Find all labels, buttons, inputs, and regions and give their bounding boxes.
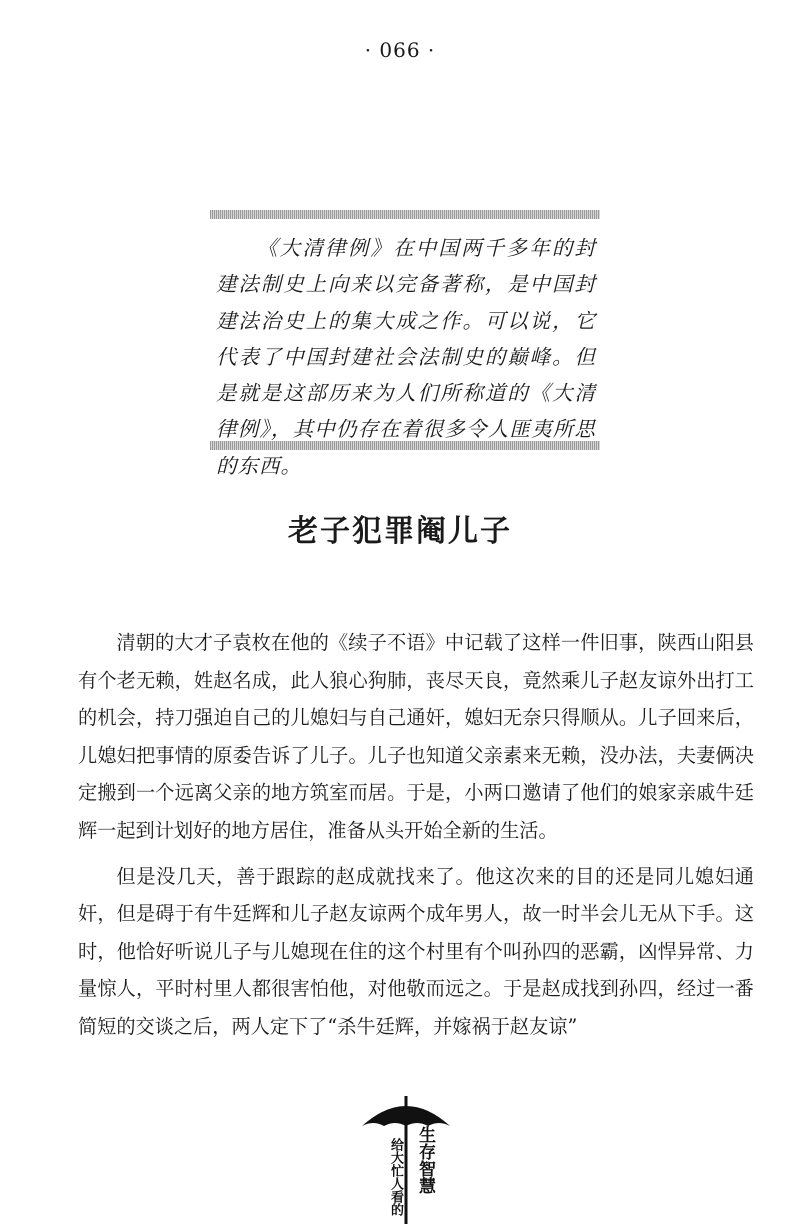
book-series-logo	[360, 1092, 452, 1224]
abstract-text: 《大清律例》在中国两千多年的封建法制史上向来以完备著称，是中国封建法治史上的集大成之作。可以说，它代表了中国封建社会法制史的巅峰。但是就是这部历来为人们所称道的《大清律例》，其中仍存在着很多令人匪夷所思的东西。	[216, 236, 596, 478]
body-text	[78, 624, 754, 1054]
chapter-abstract-box	[210, 210, 600, 478]
chapter-title: 老子犯罪阉儿子	[288, 514, 512, 549]
logo-title: 生存智慧	[415, 1126, 435, 1194]
body-paragraph: 清朝的大才子袁枚在他的《续子不语》中记载了这样一件旧事，陕西山阳县有个老无赖，姓赵名成，此人狼心狗肺，丧尽天良，竟然乘儿子赵友谅外出打工的机会，持刀强迫自己的儿媳妇与自己通奸，媳妇无奈只得顺从。儿子回来后，儿媳妇把事情的原委告诉了儿子。儿子也知道父亲素来无赖，没办法，夫妻俩决定搬到一个远离父亲的地方筑室而居。于是，小两口邀请了他们的娘家亲戚牛廷辉一起到计划好的地方居住，准备从头开始全新的生活。	[78, 631, 754, 842]
page-number: · 066 ·	[364, 38, 436, 62]
abstract-top-rule	[210, 210, 600, 219]
abstract-bottom-rule	[210, 441, 600, 450]
body-paragraph: 但是没几天，善于跟踪的赵成就找来了。他这次来的目的还是同儿媳妇通奸，但是碍于有牛廷辉和儿子赵友谅两个成年男人，故一时半会儿无从下手。这时，他恰好听说儿子与儿媳现在住的这个村里有个叫孙四的恶霸，凶悍异常、力量惊人，平时村里人都很害怕他，对他敬而远之。于是赵成找到孙四，经过一番简短的交谈之后，两人定下了“杀牛廷辉，并嫁祸于赵友谅”	[78, 864, 754, 1038]
umbrella-icon	[360, 1092, 452, 1224]
logo-subtitle: 给大忙人看的	[388, 1138, 403, 1216]
